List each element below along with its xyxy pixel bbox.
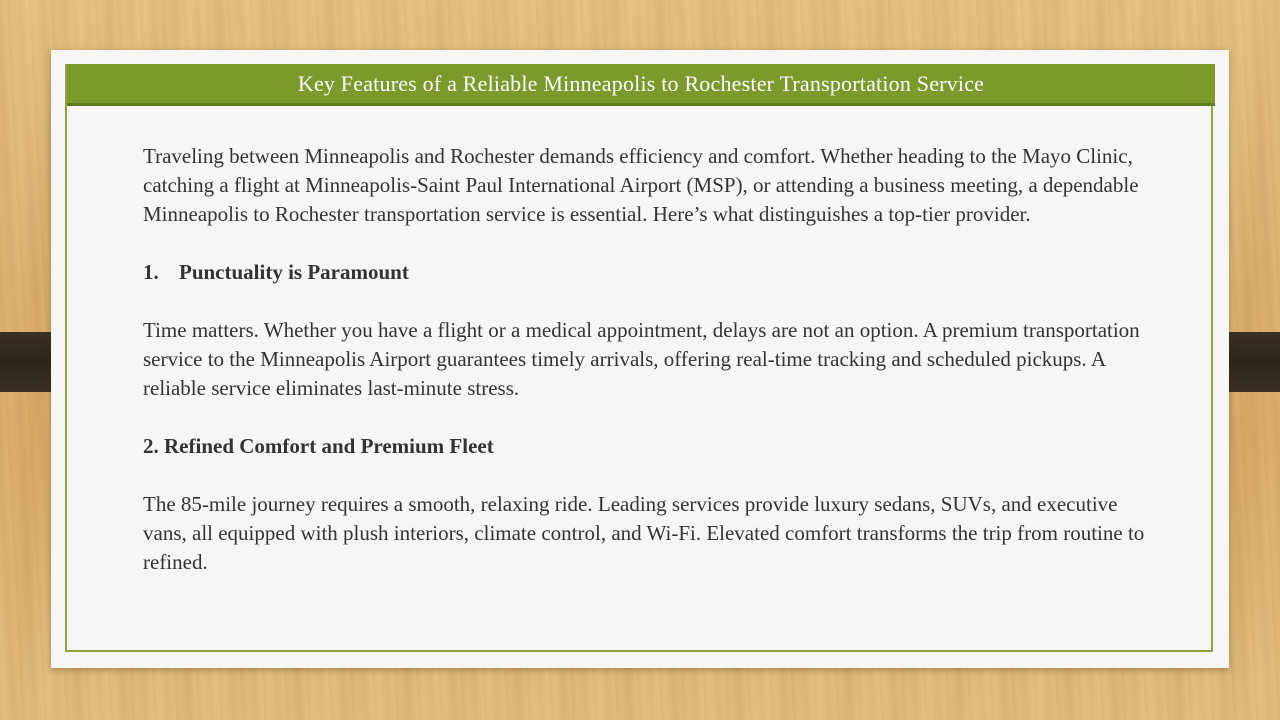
section-heading-2	[143, 432, 1153, 461]
section-body-2: The 85-mile journey requires a smooth, relaxing ride. Leading services provide luxury sedans, SUVs, and executive vans, all equipped with plush interiors, climate control, and Wi-Fi. Elevated comfort transforms the trip from routine to refined.	[143, 492, 1145, 574]
section-number-1: 1.	[143, 260, 159, 284]
slide-content	[143, 142, 1153, 577]
slide-card	[51, 50, 1229, 668]
slide-title: Key Features of a Reliable Minneapolis to Rochester Transportation Service	[67, 64, 1215, 106]
section-number-2: 2.	[143, 434, 159, 458]
section-title-1: Punctuality is Paramount	[179, 260, 409, 284]
section-body-1: Time matters. Whether you have a flight or a medical appointment, delays are not an option. A premium transportation service to the Minneapolis Airport guarantees timely arrivals, offering real-time tracking and scheduled pickups. A reliable service eliminates last-minute stress.	[143, 318, 1140, 400]
intro-paragraph: Traveling between Minneapolis and Rochester demands efficiency and comfort. Whether heading to the Mayo Clinic, catching a flight at Minneapolis-Saint Paul International Airport (MSP), or attending a business meeting, a dependable Minneapolis to Rochester transportation service is essential. Here’s what distinguishes a top-tier provider.	[143, 144, 1139, 226]
section-title-2: Refined Comfort and Premium Fleet	[164, 434, 494, 458]
section-heading-1	[143, 258, 1153, 287]
